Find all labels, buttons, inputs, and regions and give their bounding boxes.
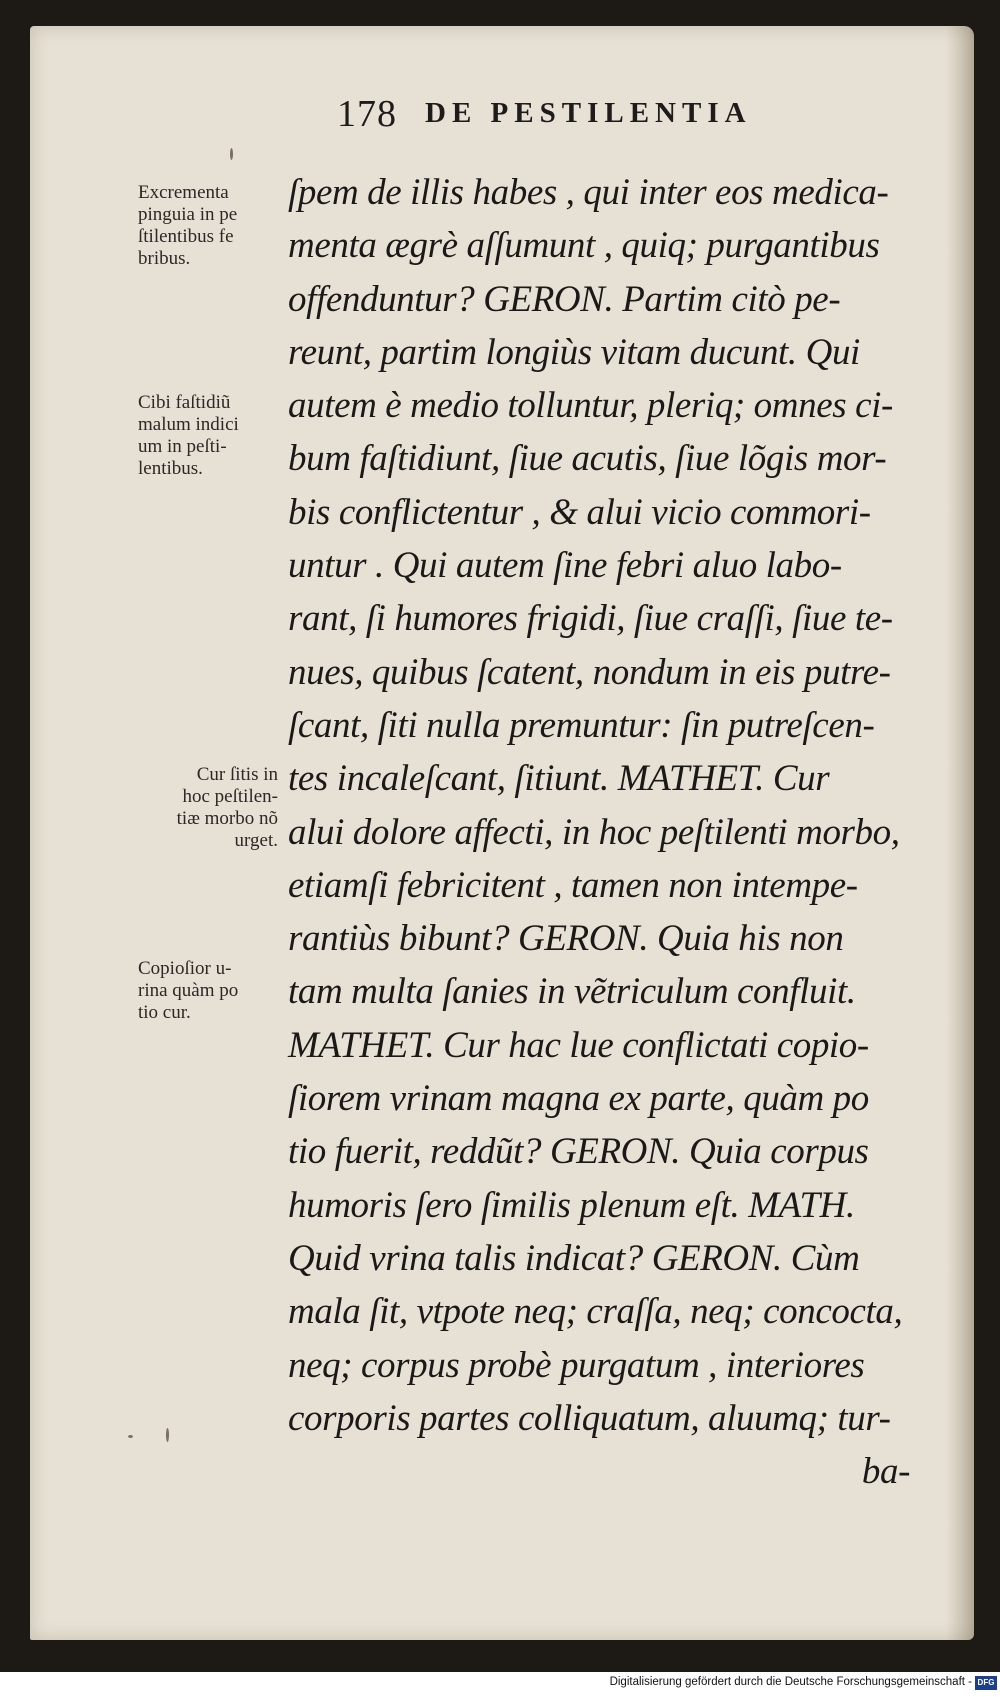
marginal-note-line: Copioſior u-	[138, 958, 232, 979]
marginal-note-line: urget.	[234, 830, 278, 851]
ink-smudge	[230, 148, 233, 160]
text-line: bum faſtidiunt, ſiue acutis, ſiue lõgis mor-	[288, 438, 887, 480]
text-line: neq; corpus probè purgatum , interiores	[288, 1344, 865, 1386]
text-line: rantiùs bibunt? GERON. Quia his non	[288, 918, 844, 960]
text-line: tes incaleſcant, ſitiunt. MATHET. Cur	[288, 758, 830, 800]
text-line: menta ægrè aſſumunt , quiq; purgantibus	[288, 225, 880, 267]
text-line: ſcant, ſiti nulla premuntur: ſin putreſcen-	[288, 704, 875, 746]
ink-smudge	[166, 1428, 169, 1442]
text-line: ſiorem vrinam magna ex parte, quàm po	[288, 1078, 869, 1120]
running-head	[305, 92, 865, 140]
text-line: rant, ſi humores frigidi, ſiue craſſi, ſiue te-	[288, 598, 893, 640]
marginal-note-line: lentibus.	[138, 458, 203, 479]
marginal-note-line: pinguia in pe	[138, 204, 238, 225]
ink-smudge	[128, 1435, 133, 1438]
text-line: reunt, partim longiùs vitam ducunt. Qui	[288, 331, 860, 373]
text-line: tam multa ſanies in vẽtriculum confluit.	[288, 971, 856, 1013]
marginal-note-line: malum indici	[138, 414, 239, 435]
text-line: ſpem de illis habes , qui inter eos medica-	[288, 172, 889, 213]
catchword: ba-	[861, 1451, 910, 1493]
marginal-note	[138, 392, 286, 480]
funding-credit: Digitalisierung gefördert durch die Deutsche Forschungsgemeinschaft -	[609, 1676, 972, 1688]
text-line: Quid vrina talis indicat? GERON. Cùm	[288, 1237, 860, 1279]
marginal-note	[138, 182, 286, 270]
marginal-note-line: tiæ morbo nõ	[176, 808, 278, 829]
page-number: 178	[337, 93, 397, 135]
body-text	[288, 166, 938, 1498]
text-line: nues, quibus ſcatent, nondum in eis putre-	[288, 651, 891, 693]
text-line: offenduntur? GERON. Partim citò pe-	[288, 278, 841, 320]
marginal-note-line: Cibi faſtidiũ	[138, 392, 231, 413]
text-line: autem è medio tolluntur, pleriq; omnes ci-	[288, 385, 893, 427]
text-line: untur . Qui autem ſine febri aluo labo-	[288, 545, 842, 587]
text-line: tio fuerit, reddũt? GERON. Quia corpus	[288, 1131, 869, 1173]
marginal-note-line: rina quàm po	[138, 980, 239, 1001]
footer-bar	[0, 1672, 1000, 1697]
text-line: MATHET. Cur hac lue conflictati copio-	[288, 1024, 869, 1066]
marginal-note-line: ſtilentibus fe	[138, 226, 234, 247]
text-line: bis conflictentur , & alui vicio commori-	[288, 491, 871, 533]
marginal-note	[138, 958, 286, 1024]
dfg-logo: DFG	[975, 1676, 997, 1690]
marginal-note	[138, 764, 278, 852]
marginal-note-line: bribus.	[138, 248, 191, 269]
text-line: humoris ſero ſimilis plenum eſt. MATH.	[288, 1184, 855, 1226]
running-title: DE PESTILENTIA	[425, 97, 752, 129]
text-line: etiamſi febricitent , tamen non intempe-	[288, 864, 858, 906]
text-line: corporis partes colliquatum, aluumq; tur-	[288, 1397, 891, 1439]
text-line: mala ſit, vtpote neq; craſſa, neq; concocta,	[288, 1291, 903, 1333]
page-edge-shadow	[946, 26, 974, 1640]
marginal-note-line: um in peſti-	[138, 436, 227, 457]
marginal-note-line: hoc peſtilen-	[182, 786, 278, 807]
marginal-note-line: Excrementa	[138, 182, 229, 203]
text-line: alui dolore affecti, in hoc peſtilenti morbo,	[288, 811, 900, 853]
marginal-note-line: tio cur.	[138, 1002, 191, 1023]
marginal-note-line: Cur ſitis in	[196, 764, 278, 785]
